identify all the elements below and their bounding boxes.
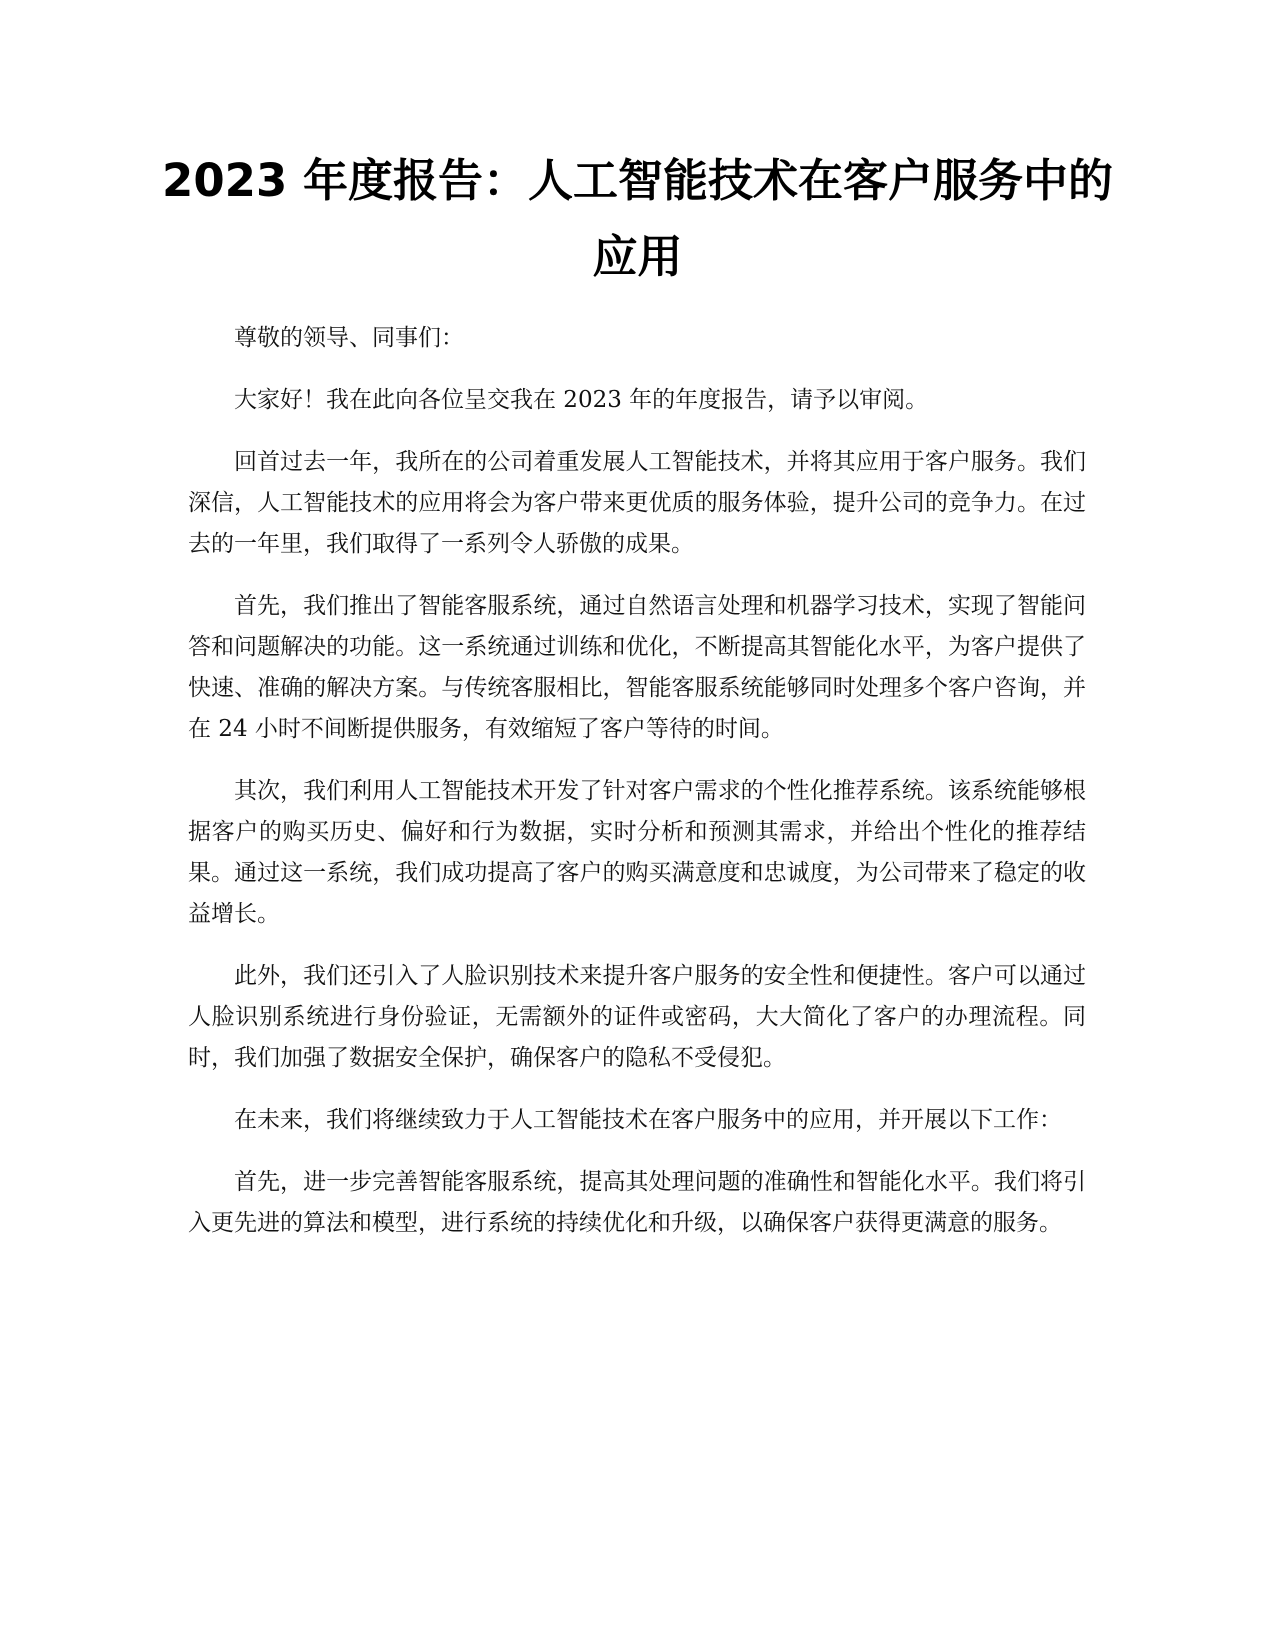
paragraph-future-plan: 在未来，我们将继续致力于人工智能技术在客户服务中的应用，并开展以下工作： — [234, 1107, 1062, 1133]
paragraph-salutation: 尊敬的领导、同事们： — [234, 325, 464, 351]
paragraph-face-recognition: 此外，我们还引入了人脸识别技术来提升客户服务的安全性和便捷性。客户可以通过人脸识别系统进行身份验证，无需额外的证件或密码，大大简化了客户的办理流程。同时，我们加强了数据安全保护，确保客户的隐私不受侵犯。 — [188, 963, 1086, 1071]
paragraph-smart-customer-service: 首先，我们推出了智能客服系统，通过自然语言处理和机器学习技术，实现了智能问答和问题解决的功能。这一系统通过训练和优化，不断提高其智能化水平，为客户提供了快速、准确的解决方案。与传统客服相比，智能客服系统能够同时处理多个客户咨询，并在 24 小时不间断提供服务，有效缩短了客户等待的时间。 — [188, 593, 1086, 742]
document-body — [188, 318, 1086, 1265]
paragraph-recommendation-system: 其次，我们利用人工智能技术开发了针对客户需求的个性化推荐系统。该系统能够根据客户的购买历史、偏好和行为数据，实时分析和预测其需求，并给出个性化的推荐结果。通过这一系统，我们成功提高了客户的购买满意度和忠诚度，为公司带来了稳定的收益增长。 — [188, 778, 1086, 927]
paragraph-greeting: 大家好！我在此向各位呈交我在 2023 年的年度报告，请予以审阅。 — [234, 387, 929, 413]
paragraph-improve-system: 首先，进一步完善智能客服系统，提高其处理问题的准确性和智能化水平。我们将引入更先进的算法和模型，进行系统的持续优化和升级，以确保客户获得更满意的服务。 — [188, 1169, 1086, 1236]
document-title: 2023 年度报告：人工智能技术在客户服务中的应用 — [162, 154, 1113, 283]
paragraph-review: 回首过去一年，我所在的公司着重发展人工智能技术，并将其应用于客户服务。我们深信，人工智能技术的应用将会为客户带来更优质的服务体验，提升公司的竞争力。在过去的一年里，我们取得了一系列令人骄傲的成果。 — [188, 449, 1086, 557]
